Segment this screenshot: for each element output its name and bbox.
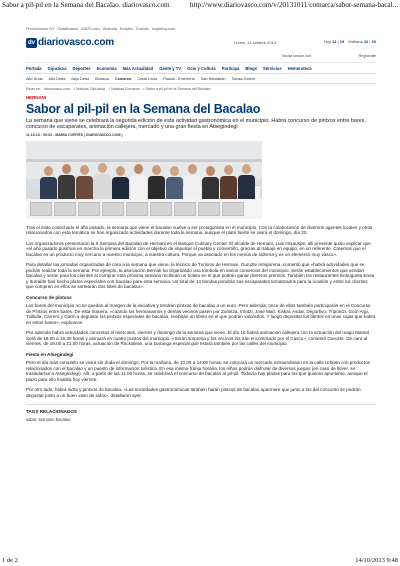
article-summary: La semana que viene se celebrará la segunda edición de esta actividad gastronómica en el municipio. Habrá concurso de pintxos entre bares, concurso de escaparates, animación callejera, mercado y una gran fiesta en Atsegindegi — [26, 118, 366, 131]
logo-text: diariovasco.com — [38, 37, 114, 48]
article-paragraph: Pero el día más completo se vivirá sin duda el domingo. Por la mañana, de 10.00 a 14.00 horas, se colocará un mercado extraordinario en la calle Urbieta con productos relacionados con el bacalao y un puesto de información turística. En esa misma franja horaria, los niños podrán disfrutar de diversos juegos (en caso de llover, se trasladarían a Atsegindegi). Allí, a partir de las 11.00 horas, se celebrará el concurso de bacalao al pil-pil. Todavía hay plazas para los que quieran apuntarse, aunque el plazo para ello finaliza hoy viernes. — [26, 360, 370, 382]
sub-nav — [26, 74, 376, 84]
subnav-costa-urola[interactable]: Costa Urola — [137, 76, 158, 81]
subnav-alto-deba[interactable]: Alto Deba — [48, 76, 66, 81]
subnav-pasaia[interactable]: Pasaia - Errenteria — [163, 76, 195, 81]
article-paragraph: Los organizadores presentaron la II Semana del Bacalao de Hernani en el Basque Culinary Center. El alcalde de Hernani, Luis Intxauspe, alli presente quiso explicar que «el año pasado pusimos en marcha la primera edición con el objetivo de impulsar el pueblo y convertirlo, gracias al trabajo en equipo, en un referente. Creemos que el bacalao es un producto muy cercano a nuestro municipio, a nuestra cultura. Porque va asociado en los menús de sidrería y es un elemento muy vasco». — [26, 240, 371, 257]
logo-mark-icon: dv — [27, 39, 35, 46]
article-paragraph: Para detallar las jornadas organizadas de cara a la semana que viene, la técnico de Turismo de Hernani, Guruzte Amigorena, comentó que «habrá actividades que se podrán realizar toda la semana. Por ejemplo, la asociación Berriak ha organizado una tómbola en varios comercios del municipio. Serán establecimientos que vendan bacalao y serán para los clientes al comprar esta próxima semana recibirán un boleto en el que podrán ganar diversos premios. También los restaurantes Enbugueta Enea y Iturralde han hecho platos especiales con bacalao para esta semana. Un total de 14 tiendas pondrán sus escaparates tematizados para la ocasión y entre los clientes que compren en ellos se sortearán dos lotes de bacalao». — [26, 262, 375, 290]
register-link[interactable]: Regístrate — [358, 54, 376, 58]
nav-hemeroteca[interactable]: Hemeroteca — [287, 65, 312, 71]
print-page-title: Sabor a pil-pil en la Semana del Bacalao. diariovasco.com — [2, 1, 170, 9]
nav-gipuzkoa[interactable]: Gipuzkoa — [47, 65, 67, 71]
nav-ocio-cultura[interactable]: Ocio y Cultura — [187, 65, 216, 71]
subnav-tolosa[interactable]: Tolosa-Goierri — [231, 76, 256, 81]
subnav-bidasoa[interactable]: Bidasoa — [95, 76, 109, 81]
nav-portada[interactable]: Portada — [26, 65, 42, 71]
subnav-alto-urola[interactable]: Alto Urola — [26, 76, 43, 81]
main-nav — [26, 63, 376, 74]
nav-participa[interactable]: Participa — [221, 65, 240, 71]
topbar-link-clasificados[interactable]: Clasificados — [57, 26, 78, 31]
article-section[interactable]: HERNANI — [26, 95, 47, 100]
web-page — [26, 24, 376, 544]
current-date: Lunes, 14 octubre 2013 — [234, 40, 277, 45]
breadcrumb-gipuzkoa[interactable]: > Noticias Gipuzkoa — [72, 87, 106, 91]
subnav-comarca[interactable]: Comarca — [114, 76, 132, 81]
breadcrumb-current: > Sabor a pil-pil en la Semana del Bacalao — [142, 87, 211, 91]
nav-servicios[interactable]: Servicios — [263, 65, 282, 71]
subsection-heading: Fiesta en Atsegindegi — [26, 351, 74, 357]
topbar-link-empleo[interactable]: Empleo — [120, 26, 133, 31]
subnav-san-sebastian[interactable]: San Sebastián — [200, 76, 226, 81]
nav-deportes[interactable]: Deportes — [72, 65, 91, 71]
article-paragraph: Por otro lado, habrá sidra y pintxos de bacalao. «Las sociedades gastronómicas también harán pintxos de bacalao aparmere que junto a los del concurso se podrán degustar junto a un buen vaso de sidra», detallaron ayer. — [26, 387, 361, 398]
article-photo[interactable] — [26, 141, 262, 219]
print-header — [0, 0, 400, 12]
breadcrumb — [26, 87, 376, 91]
print-page-url: http://www.diariovasco.com/v/20131011/comarca/sabor-semana-bacal... — [189, 1, 398, 9]
weather-today: Hoy 12 | 19 — [323, 39, 345, 44]
article-meta: 11.10.13 - 00:02 - MARÍA CORTÉS | DIARIOVASCO.COM | — [26, 132, 123, 137]
nav-mas-actualidad[interactable]: Más Actualidad — [122, 65, 154, 71]
topbar-link-11870[interactable]: 11870.com — [80, 26, 100, 31]
print-footer — [0, 554, 400, 566]
subnav-bajo-deba[interactable]: Bajo Deba — [71, 76, 90, 81]
site-logo[interactable] — [26, 37, 114, 48]
print-datetime: 14/10/2013 9:48 — [355, 557, 398, 564]
topbar-link-mujerhoy[interactable]: mujerhoy.com — [151, 26, 176, 31]
topbar-link-promociones[interactable]: Promociones DV — [26, 26, 55, 31]
article-body — [26, 225, 376, 399]
breadcrumb-prefix: Estás en: — [26, 87, 41, 91]
article-title: Sabor al pil-pil en la Semana del Bacalao — [26, 102, 261, 116]
related-tags — [26, 404, 376, 422]
article-paragraph: Por además habrá actividades concretas el miércoles, viernes y domingo de la semana que viene. El día 16 habrá animación callejera con la actuación del mago Marsel. Será de 18.00 a 19.30 horas y animará en cuatro puntos del municipio. «Serán sorpresa y los vecinos los irán encontrando por el Casco», comentó Guruzte. De cara al viernes, de 19.00 a 21.00 horas, actuación de Rockalean, una txaranga especial que estará también por las calles del municipio. — [26, 330, 371, 347]
weather-tomorrow: Mañana 12 | 20 — [348, 39, 376, 44]
tags-list[interactable]: sabor, semana, bacalao — [26, 417, 71, 423]
nav-blogs[interactable]: Blogs — [245, 65, 258, 71]
subsection-heading: Concurso de pintxos — [26, 294, 72, 300]
weather-widget[interactable] — [324, 39, 376, 44]
article-paragraph: Tras el éxito cosechado el año pasado, la semana que viene el bacalao vuelve a ser protagonista en el municipio. Con la colaboración de diversos agentes locales y otros relacionados con esta temática se han organizado actividades durante toda la semana, aunque el plato fuerte se vivirá el domingo, día 20. — [26, 224, 373, 236]
nav-gente-tv[interactable]: Gente y TV — [159, 65, 182, 71]
nav-economia[interactable]: Economía — [96, 65, 117, 71]
print-page-number: 1 de 2 — [2, 557, 18, 564]
breadcrumb-home[interactable]: diariovasco.com — [43, 87, 70, 91]
article-paragraph: Los bares del municipio no se quedan al margen de la iniciativa y tendrán pintxos de bacalao a un euro. Pero además, once de ellos también participarán en el Concurso de Pintxos entre bares. De esta manera, «cuando los hermanamos y demás vecinos pasen por Zumitza, Irrintzi, Jose Mari, Kiskal, Asdar, Deportivo, Tripontzi, Goiz-Argi, Txillidia, Carrero y Garin a degustar los pintxos especiales de bacalao, recibirán un librito en el que podrán valorarlos. Y luego depositar los libritos en unas cajas que habrá en estos bares», explicaron. — [26, 303, 376, 325]
topbar-link-coches[interactable]: Coches — [135, 26, 149, 31]
breadcrumb-comarca[interactable]: > Noticias Comarca — [108, 87, 140, 91]
topbar-link-vivienda[interactable]: Vivienda — [102, 26, 117, 31]
login-link[interactable]: Iniciar sesión con — [282, 54, 312, 58]
tags-title: TAGS RELACIONADOS — [26, 409, 77, 415]
brand-row — [26, 33, 376, 63]
top-links-bar — [26, 24, 376, 33]
